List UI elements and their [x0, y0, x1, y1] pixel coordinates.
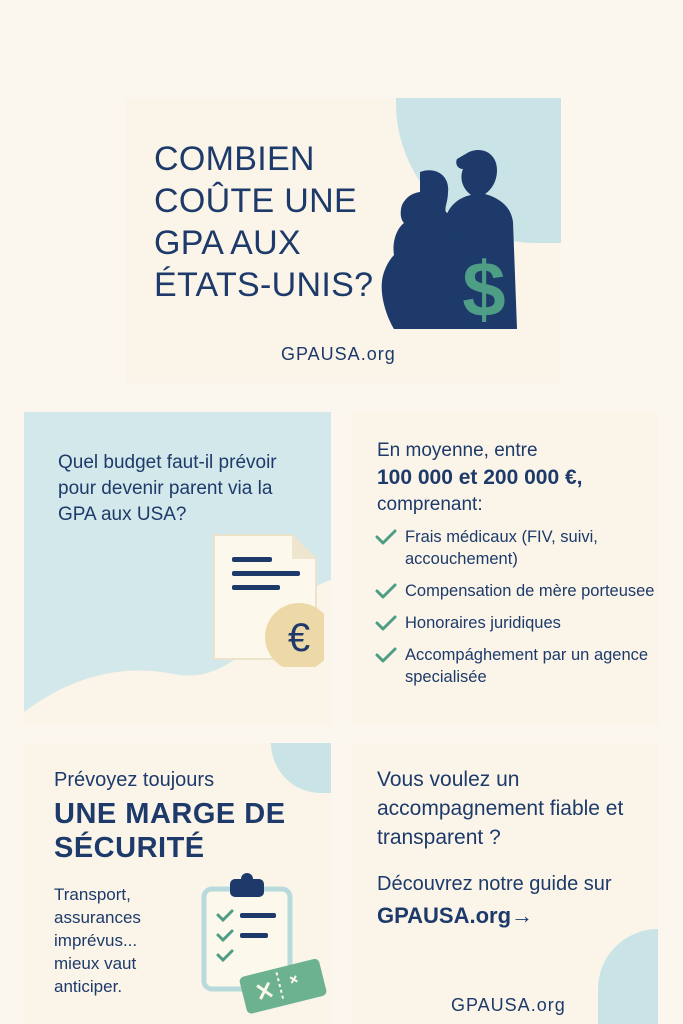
- hero-title: COMBIEN COÛTE UNE GPA AUX ÉTATS-UNIS?: [154, 140, 374, 304]
- cta-panel: [351, 743, 658, 1024]
- check-icon: [375, 615, 397, 631]
- check-icon: [375, 529, 397, 545]
- footer-url[interactable]: GPAUSA.org: [451, 995, 566, 1015]
- cost-items-list: [375, 526, 655, 698]
- list-item-text: Compensation de mère porteusee: [405, 582, 655, 600]
- document-euro-icon: [204, 527, 324, 667]
- list-item: [375, 580, 655, 602]
- hero-card: [126, 98, 561, 383]
- list-item-text: Accompághement par un agence specialisée: [405, 646, 649, 686]
- budget-question: Quel budget faut-il prévoir pour devenir parent via la GPA aux USA?: [58, 452, 277, 525]
- margin-lead: Prévoyez toujours: [54, 769, 215, 791]
- list-item: [375, 612, 655, 634]
- check-icon: [375, 647, 397, 663]
- margin-panel: [24, 743, 331, 1024]
- cta-discover: Découvrez notre guide sur: [377, 873, 612, 895]
- cta-question: Vous voulez un accompagnement fiable et transparent ?: [377, 768, 624, 849]
- list-item-text: Honoraires juridiques: [405, 614, 561, 632]
- check-icon: [375, 583, 397, 599]
- hero-url[interactable]: GPAUSA.org: [281, 344, 396, 364]
- decorative-corner: [598, 929, 658, 1024]
- family-silhouette-icon: [374, 144, 534, 329]
- average-including: comprenant:: [377, 494, 483, 515]
- list-item: [375, 526, 655, 570]
- guide-link[interactable]: GPAUSA.org→: [377, 903, 534, 928]
- average-panel: [351, 412, 658, 725]
- average-intro: En moyenne, entre: [377, 440, 538, 461]
- list-item-text: Frais médicaux (FIV, suivi, accouchement): [405, 528, 598, 568]
- margin-headline: UNE MARGE DE SÉCURITÉ: [54, 798, 286, 864]
- svg-text:$: $: [462, 245, 506, 329]
- average-range: 100 000 et 200 000 €,: [377, 466, 583, 489]
- decorative-corner: [271, 743, 331, 793]
- svg-text:€: €: [287, 616, 311, 660]
- clipboard-icon: [194, 871, 329, 1016]
- margin-details: Transport, assurances imprévus... mieux vaut anticiper.: [54, 885, 141, 996]
- budget-panel: [24, 412, 331, 725]
- list-item: [375, 644, 655, 688]
